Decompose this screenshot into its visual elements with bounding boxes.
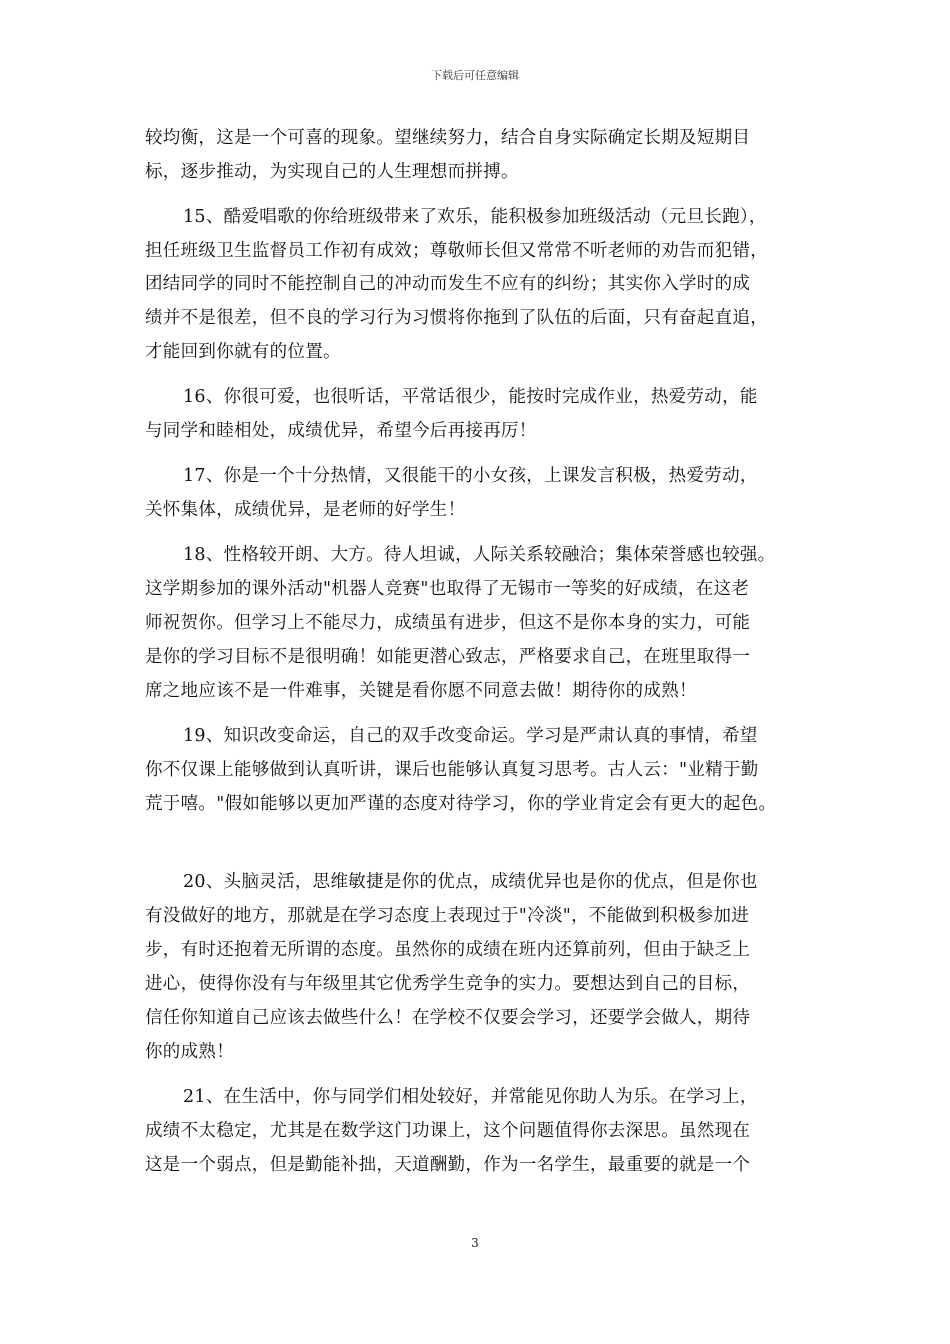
text-line: 你不仅课上能够做到认真听讲，课后也能够认真复习思考。古人云："业精于勤 (145, 760, 759, 780)
text-line: 荒于嘻。"假如能够以更加严谨的态度对待学习，你的学业肯定会有更大的起色。 (145, 794, 777, 814)
text-line: 你的成熟！ (145, 1042, 234, 1062)
text-line: 21、在生活中，你与同学们相处较好，并常能见你助人为乐。在学习上， (183, 1087, 758, 1107)
text-line: 才能回到你就有的位置。 (145, 342, 341, 362)
text-line: 席之地应该不是一件难事，关键是看你愿不同意去做！期待你的成熟！ (145, 681, 697, 701)
text-line: 20、头脑灵活，思维敏捷是你的优点，成绩优异也是你的优点，但是你也 (183, 872, 758, 892)
text-line: 较均衡，这是一个可喜的现象。望继续努力，结合自身实际确定长期及短期目 (145, 128, 751, 148)
text-line: 标，逐步推动，为实现自己的人生理想而拼搏。 (145, 162, 519, 182)
text-line: 17、你是一个十分热情，又很能干的小女孩，上课发言积极，热爱劳动， (183, 466, 758, 486)
text-line: 这是一个弱点，但是勤能补拙，天道酬勤，作为一名学生，最重要的就是一个 (145, 1155, 751, 1175)
text-line: 绩并不是很差，但不良的学习行为习惯将你拖到了队伍的后面，只有奋起直追， (145, 308, 768, 328)
text-line: 信任你知道自己应该去做些什么！在学校不仅要会学习，还要学会做人，期待 (145, 1008, 751, 1028)
text-line: 与同学和睦相处，成绩优异，希望今后再接再厉！ (145, 421, 537, 441)
text-line: 团结同学的同时不能控制自己的冲动而发生不应有的纠纷；其实你入学时的成 (145, 274, 751, 294)
page-header: 下载后可任意编辑 (431, 69, 519, 82)
text-line: 进心，使得你没有与年级里其它优秀学生竞争的实力。要想达到自己的目标， (145, 974, 751, 994)
text-line: 成绩不太稳定，尤其是在数学这门功课上，这个问题值得你去深思。虽然现在 (145, 1121, 751, 1141)
text-line: 是你的学习目标不是很明确！如能更潜心致志，严格要求自己，在班里取得一 (145, 647, 751, 667)
text-line: 师祝贺你。但学习上不能尽力，成绩虽有进步，但这不是你本身的实力，可能 (145, 613, 751, 633)
text-line: 有没做好的地方，那就是在学习态度上表现过于"冷淡"，不能做到积极参加进 (145, 906, 750, 926)
text-line: 这学期参加的课外活动"机器人竞赛"也取得了无锡市一等奖的好成绩，在这老 (145, 579, 750, 599)
text-line: 担任班级卫生监督员工作初有成效；尊敬师长但又常常不听老师的劝告而犯错， (145, 241, 768, 261)
text-line: 关怀集体，成绩优异，是老师的好学生！ (145, 500, 466, 520)
text-line: 16、你很可爱，也很听话，平常话很少，能按时完成作业，热爱劳动，能 (183, 387, 758, 407)
text-line: 19、知识改变命运，自己的双手改变命运。学习是严肃认真的事情，希望 (183, 726, 758, 746)
text-line: 15、酷爱唱歌的你给班级带来了欢乐，能积极参加班级活动（元旦长跑）， (183, 207, 767, 227)
text-line: 步，有时还抱着无所谓的态度。虽然你的成绩在班内还算前列，但由于缺乏上 (145, 940, 751, 960)
page-number: 3 (471, 1236, 479, 1250)
text-line: 18、性格较开朗、大方。待人坦诚，人际关系较融洽；集体荣誉感也较强。 (183, 545, 776, 565)
